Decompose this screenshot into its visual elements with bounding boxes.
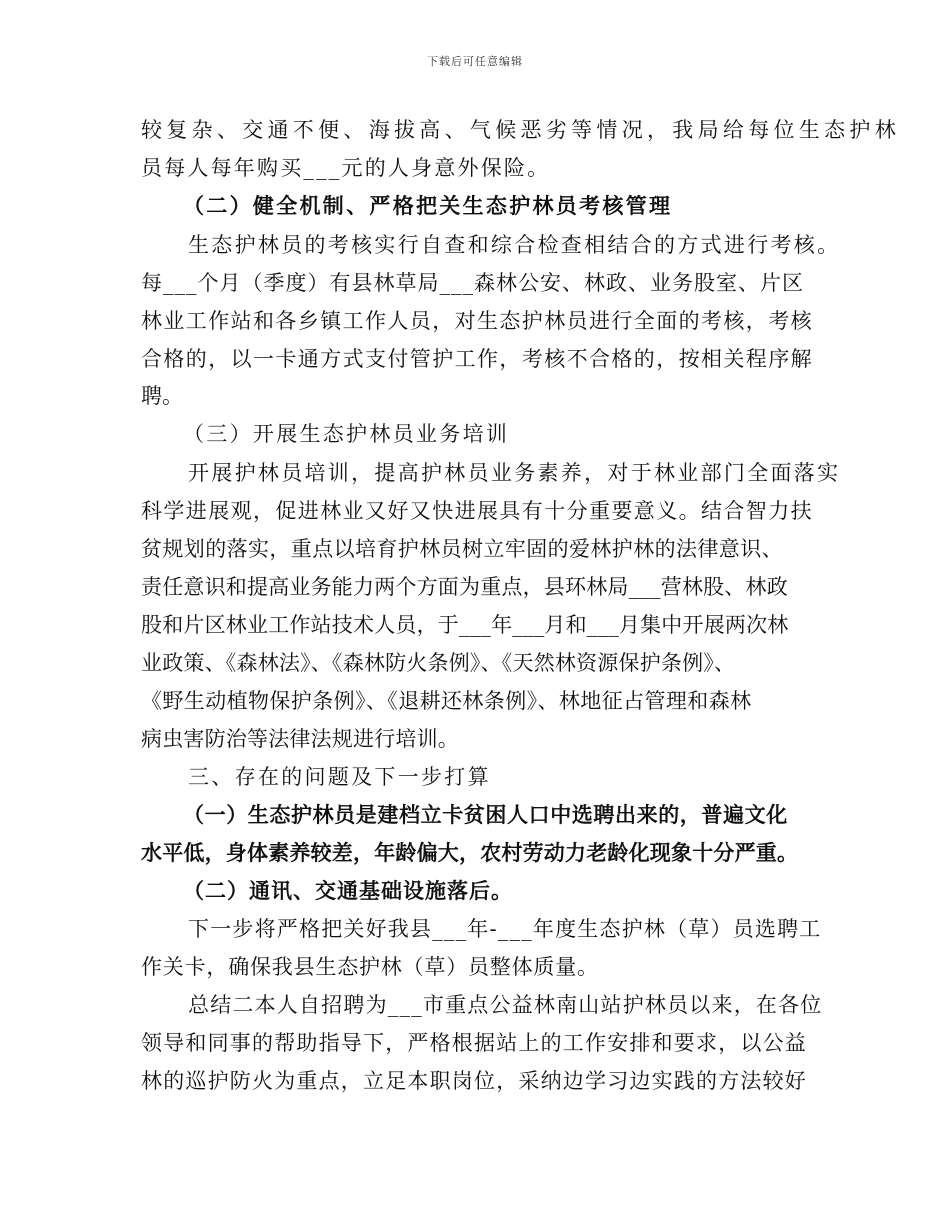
text-line: 业政策、《森林法》、《森林防火条例》、《天然林资源保护条例》、	[141, 651, 736, 675]
text-line: 聘。	[141, 384, 183, 408]
text-line: 合格的，以一卡通方式支付管护工作，考核不合格的，按相关程序解	[141, 347, 813, 371]
text-line: 作关卡，确保我县生态护林（草）员整体质量。	[141, 955, 599, 979]
text-line: 林的巡护防火为重点，立足本职岗位，采纳边学习边实践的方法较好	[141, 1069, 807, 1093]
text-line: 总结二本人自招聘为___市重点公益林南山站护林员以来，在各位	[188, 993, 823, 1017]
text-line: 生态护林员的考核实行自查和综合检查相结合的方式进行考核。	[188, 233, 841, 257]
text-line: （二）通讯、交通基础设施落后。	[183, 878, 513, 903]
text-line: （一）生态护林员是建档立卡贫困人口中选聘出来的，普遍文化	[183, 802, 788, 827]
text-line: 每___个月（季度）有县林草局___森林公安、林政、业务股室、片区	[141, 271, 804, 295]
text-line: 三、存在的问题及下一步打算	[188, 765, 491, 789]
text-line: 股和片区林业工作站技术人员，于___年___月和___月集中开展两次林	[141, 613, 789, 637]
text-line: 水平低，身体素养较差，年龄偏大，农村劳动力老龄化现象十分严重。	[141, 840, 799, 865]
text-line: 病虫害防治等法律法规进行培训。	[141, 727, 459, 751]
text-line: 林业工作站和各乡镇工作人员，对生态护林员进行全面的考核，考核	[141, 309, 813, 333]
text-line: 开展护林员培训，提高护林员业务素养，对于林业部门全面落实	[188, 461, 841, 485]
text-line: 《野生动植物保护条例》、《退耕还林条例》、林地征占管理和森林	[141, 689, 752, 713]
page-header: 下载后可任意编辑	[427, 55, 523, 68]
text-line: （三）开展生态护林员业务培训	[183, 422, 510, 446]
text-line: （二）健全机制、严格把关生态护林员考核管理	[183, 193, 673, 218]
text-line: 较复杂、交通不便、海拔高、气候恶劣等情况，我局给每位生态护林	[141, 118, 900, 142]
text-line: 领导和同事的帮助指导下，严格根据站上的工作安排和要求，以公益	[141, 1031, 807, 1055]
text-line: 员每人每年购买___元的人身意外保险。	[141, 156, 551, 180]
text-line: 贫规划的落实，重点以培育护林员树立牢固的爱林护林的法律意识、	[141, 537, 783, 561]
text-line: 下一步将严格把关好我县___年-___年度生态护林（草）员选聘工	[188, 917, 822, 941]
text-line: 科学进展观，促进林业又好又快进展具有十分重要意义。结合智力扶	[141, 499, 813, 523]
text-line: 责任意识和提高业务能力两个方面为重点，县环林局___营林股、林政	[141, 575, 788, 599]
